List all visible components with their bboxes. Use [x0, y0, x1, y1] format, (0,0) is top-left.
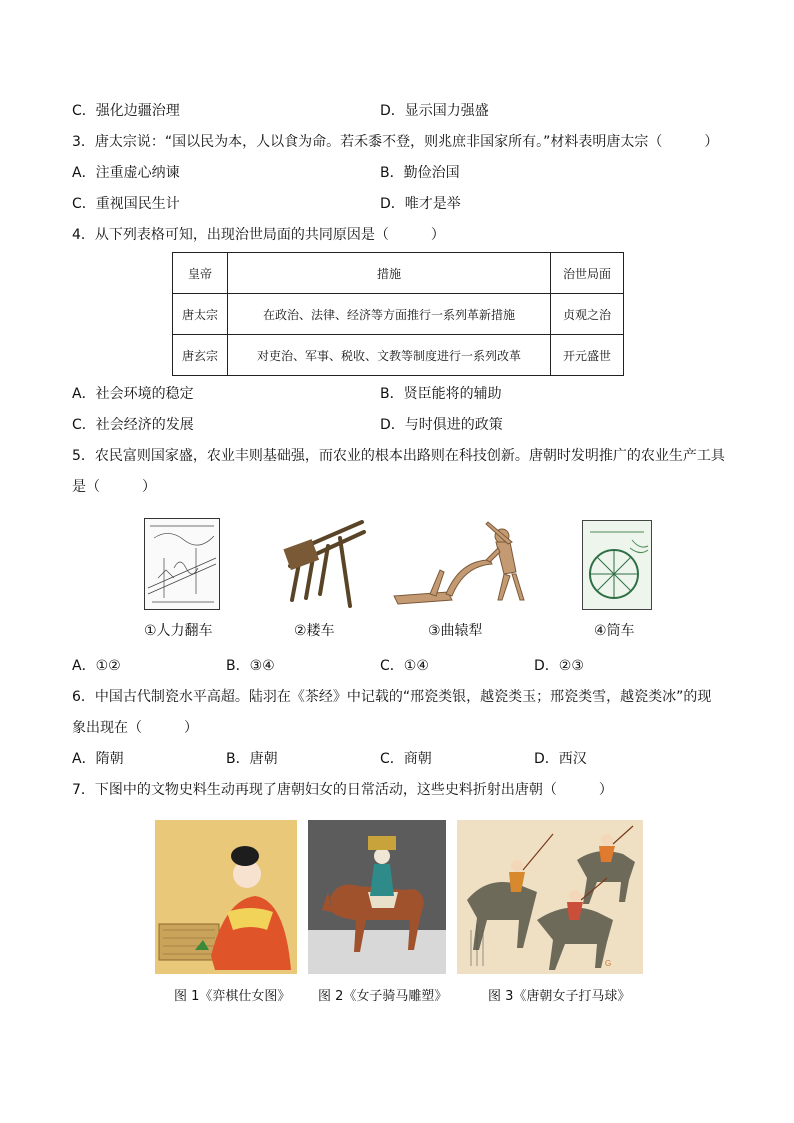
table-header-cell: 措施 [228, 253, 551, 294]
tool-caption-4: ④筒车 [594, 623, 635, 639]
q4-stem: 4．从下列表格可知，出现治世局面的共同原因是（ ） [72, 227, 445, 243]
table-row [173, 335, 624, 376]
q3-option-d: D．唯才是举 [380, 196, 461, 212]
q5-option-a: A．①② [72, 658, 121, 674]
q5-option-c: C．①④ [380, 658, 429, 674]
q3-option-a: A．注重虚心纳谏 [72, 165, 180, 181]
table-cell: 开元盛世 [551, 335, 624, 376]
table-cell: 唐玄宗 [173, 335, 228, 376]
table-cell: 对吏治、军事、税收、文教等制度进行一系列改革 [228, 335, 551, 376]
q6-option-a: A．隋朝 [72, 751, 124, 767]
figure-caption-1: 图 1《弈棋仕女图》 [174, 989, 291, 1004]
table-row [173, 253, 624, 294]
table-row [173, 294, 624, 335]
polo-playing-women-painting-image [457, 820, 643, 974]
q4-table [172, 252, 624, 376]
human-powered-waterwheel-image [144, 518, 220, 610]
table-header-cell: 皇帝 [173, 253, 228, 294]
q2-option-d: D．显示国力强盛 [380, 103, 489, 119]
q6-stem-line2: 象出现在（ ） [72, 720, 198, 736]
q7-stem: 7．下图中的文物史料生动再现了唐朝妇女的日常活动，这些史料折射出唐朝（ ） [72, 782, 613, 798]
q5-option-b: B．③④ [226, 658, 275, 674]
female-horse-rider-sculpture-image [308, 820, 446, 974]
q3-option-b: B．勤俭治国 [380, 165, 460, 181]
go-playing-lady-painting-image [155, 820, 297, 974]
tube-waterwheel-image [582, 520, 652, 610]
table-cell: 在政治、法律、经济等方面推行一系列革新措施 [228, 294, 551, 335]
q6-option-d: D．西汉 [534, 751, 587, 767]
q3-stem: 3．唐太宗说：“国以民为本，人以食为命。若禾黍不登，则兆庶非国家所有。”材料表明唐太宗（ ） [72, 134, 719, 150]
seed-drill-image [270, 514, 374, 610]
q3-option-c: C．重视国民生计 [72, 196, 180, 212]
q4-option-c: C．社会经济的发展 [72, 417, 194, 433]
q4-option-a: A．社会环境的稳定 [72, 386, 194, 402]
table-cell: 贞观之治 [551, 294, 624, 335]
curved-shaft-plow-image [390, 520, 526, 606]
q6-option-b: B．唐朝 [226, 751, 278, 767]
table-cell: 唐太宗 [173, 294, 228, 335]
table-header-cell: 治世局面 [551, 253, 624, 294]
svg-text:G: G [605, 959, 612, 968]
q4-option-b: B．贤臣能将的辅助 [380, 386, 502, 402]
q2-option-c: C．强化边疆治理 [72, 103, 180, 119]
figure-caption-3: 图 3《唐朝女子打马球》 [488, 989, 631, 1004]
q5-stem-line2: 是（ ） [72, 479, 156, 495]
tool-caption-3: ③曲辕犁 [428, 623, 483, 639]
q5-stem-line1: 5．农民富则国家盛，农业丰则基础强，而农业的根本出路则在科技创新。唐朝时发明推广的农业生产工具 [72, 448, 725, 464]
tool-caption-1: ①人力翻车 [144, 623, 213, 639]
tool-caption-2: ②耧车 [294, 623, 335, 639]
q6-option-c: C．商朝 [380, 751, 432, 767]
q5-option-d: D．②③ [534, 658, 584, 674]
q6-stem-line1: 6．中国古代制瓷水平高超。陆羽在《茶经》中记载的“邢瓷类银，越瓷类玉；邢瓷类雪，越瓷类冰”的现 [72, 689, 712, 705]
q4-option-d: D．与时俱进的政策 [380, 417, 503, 433]
figure-caption-2: 图 2《女子骑马雕塑》 [318, 989, 448, 1004]
